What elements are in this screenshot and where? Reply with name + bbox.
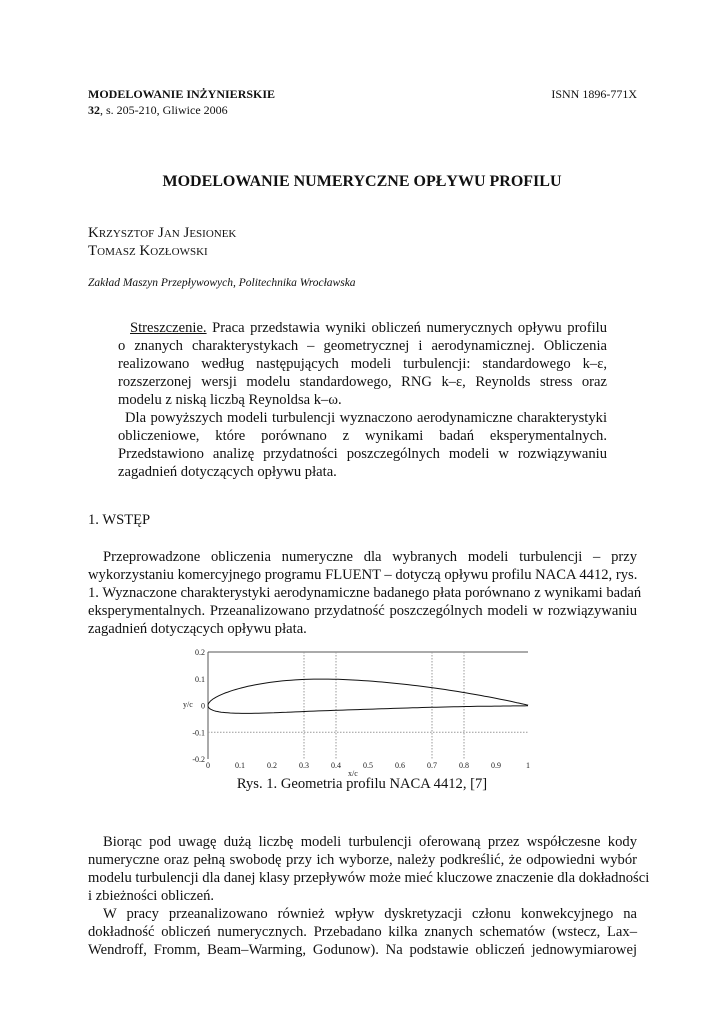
x-tick-label: 0.7 — [427, 761, 437, 770]
affiliation: Zakład Maszyn Przepływowych, Politechnika Wrocławska — [88, 277, 356, 289]
x-tick-label: 0.9 — [491, 761, 501, 770]
x-tick-label: 0.8 — [459, 761, 469, 770]
abstract-line: Przedstawiono analizę przydatności poszczególnych modeli w rozwiązywaniu — [118, 446, 607, 462]
text-line: Wendroff, Fromm, Beam–Warming, Godunow). Na podstawie obliczeń jednowymiarowej — [88, 942, 637, 958]
abstract-line: rozszerzonej wersji modelu standardowego, RNG k–ε, Reynolds stress oraz — [118, 374, 607, 390]
abstract-line: zagadnień dotyczących opływu płata. — [118, 464, 337, 480]
y-tick-label: 0.1 — [195, 674, 205, 684]
abstract-line: Dla powyższych modeli turbulencji wyznaczono aerodynamiczne charakterystyki — [125, 410, 607, 426]
x-tick-label: 0.3 — [299, 761, 309, 770]
y-axis-label: y/c — [183, 700, 193, 709]
y-tick-label: 0 — [201, 701, 205, 711]
text-line: Przeprowadzone obliczenia numeryczne dla wybranych modeli turbulencji – przy — [103, 549, 637, 565]
y-tick-label: -0.2 — [192, 755, 205, 764]
text-line: W pracy przeanalizowano również wpływ dyskretyzacji członu konwekcyjnego na — [103, 906, 637, 922]
text-line: 1. Wyznaczone charakterystyki aerodynamiczne badanego płata porównano z wynikami badań — [88, 585, 642, 601]
x-tick-label: 0.6 — [395, 761, 405, 770]
abstract-line: modelu z niską liczbą Reynoldsa k–ω. — [118, 392, 342, 408]
lower-surface-line — [208, 706, 528, 714]
text-line: dokładność obliczeń numerycznych. Przebadano kilka znanych schematów (wstecz, Lax– — [88, 924, 637, 940]
text-line: i zbieżności obliczeń. — [88, 888, 215, 904]
abstract-line: realizowano według następujących modeli turbulencji: standardowego k–ε, — [118, 356, 607, 372]
text-line: Biorąc pod uwagę dużą liczbę modeli turbulencji oferowaną przez współczesne kody — [103, 834, 637, 850]
abstract-label: Streszczenie. — [130, 320, 207, 336]
y-tick-label: -0.1 — [192, 728, 205, 738]
paper-title: MODELOWANIE NUMERYCZNE OPŁYWU PROFILU — [162, 173, 562, 190]
abstract-line: o znanych charakterystykach – geometrycznej i aerodynamicznej. Obliczenia — [118, 338, 607, 354]
pages: , s. 205-210, Gliwice 2006 — [100, 103, 228, 117]
text-line: eksperymentalnych. Przeanalizowano przydatność poszczególnych modeli w rozwiązywaniu — [88, 603, 637, 619]
text-line: modelu turbulencji dla danej klasy przepływów może mieć kluczowe znaczenie dla dokładności — [88, 870, 650, 886]
author-1: Krzysztof Jan Jesionek — [88, 225, 237, 241]
x-axis-label: x/c — [348, 769, 358, 778]
abstract-line: Streszczenie. Praca przedstawia wyniki obliczeń numerycznych opływu profilu — [130, 320, 607, 336]
issn: ISNN 1896-771X — [551, 87, 637, 101]
x-tick-label: 0 — [206, 761, 210, 770]
upper-surface-line — [208, 679, 528, 705]
x-tick-label: 0.5 — [363, 761, 373, 770]
airfoil-chart — [180, 642, 540, 782]
journal-name: MODELOWANIE INŻYNIERSKIE — [88, 87, 276, 101]
x-tick-label: 0.4 — [331, 761, 341, 770]
text-line: wykorzystaniu komercyjnego programu FLUENT – dotyczą opływu profilu NACA 4412, rys. — [88, 567, 638, 583]
text-line: zagadnień dotyczących opływu płata. — [88, 621, 307, 637]
y-tick-label: 0.2 — [195, 648, 205, 657]
journal-issue — [88, 103, 228, 118]
x-tick-label: 0.1 — [235, 761, 245, 770]
author-2: Tomasz Kozłowski — [88, 243, 208, 259]
x-tick-label: 1 — [526, 761, 530, 770]
x-tick-label: 0.2 — [267, 761, 277, 770]
figure-caption: Rys. 1. Geometria profilu NACA 4412, [7] — [236, 776, 488, 792]
abstract-line: obliczeniowe, które porównano z wynikami badań eksperymentalnych. — [118, 428, 607, 444]
text-line: numeryczne oraz pełną swobodę przy ich wyborze, należy podkreślić, że odpowiedni wybór — [88, 852, 637, 868]
section-heading: 1. WSTĘP — [88, 512, 151, 528]
volume: 32 — [88, 103, 100, 117]
